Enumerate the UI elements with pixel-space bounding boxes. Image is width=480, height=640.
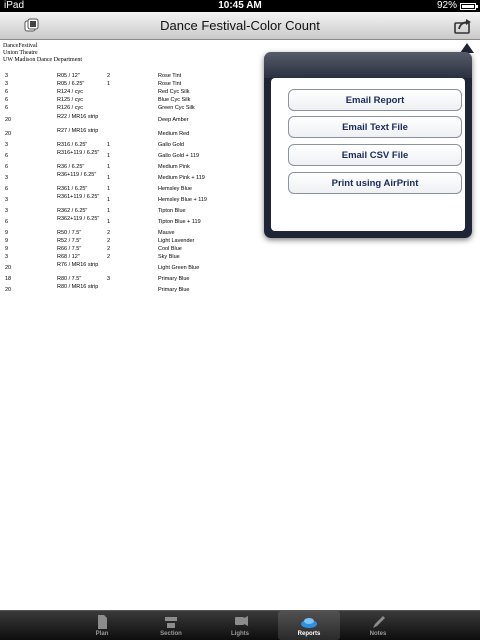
row-quantity: 6 — [5, 163, 9, 170]
share-icon[interactable] — [454, 17, 472, 34]
tab-label: Lights — [231, 631, 249, 637]
row-count: 1 — [107, 152, 111, 159]
row-quantity: 6 — [5, 185, 9, 192]
row-color-name: Primary Blue — [158, 287, 190, 294]
tab-plan[interactable] — [71, 611, 133, 640]
row-count: 2 — [107, 246, 111, 253]
row-color-name: Medium Red — [158, 130, 190, 137]
row-count: 1 — [107, 141, 111, 148]
row-quantity: 3 — [5, 174, 9, 181]
row-gel-size: R22 / MR16 strip — [57, 113, 99, 120]
share-popover — [264, 52, 472, 238]
row-quantity: 3 — [5, 141, 9, 148]
row-count: 2 — [107, 73, 111, 79]
row-count: 1 — [107, 207, 111, 214]
row-color-name: Cool Blue — [158, 246, 182, 253]
row-color-name: Hemsley Blue + 119 — [158, 196, 207, 203]
row-color-name: Blue Cyc Silk — [158, 97, 191, 104]
row-gel-size: R361 / 6.25" — [57, 185, 88, 192]
report-header-line: DanceFestival — [3, 43, 38, 49]
row-color-name: Green Cyc Silk — [158, 105, 195, 112]
row-count: 1 — [107, 174, 111, 181]
row-color-name: Light Lavender — [158, 238, 195, 244]
row-color-name: Rose Tint — [158, 73, 182, 79]
tab-lights[interactable] — [209, 611, 271, 640]
row-quantity: 9 — [5, 229, 9, 236]
row-gel-size: R36+119 / 6.25" — [57, 171, 97, 178]
row-quantity: 9 — [5, 246, 9, 253]
row-quantity: 3 — [5, 81, 9, 88]
row-gel-size: R361+119 / 6.25" — [57, 193, 100, 200]
row-color-name: Deep Amber — [158, 116, 189, 123]
tab-bar — [0, 610, 480, 640]
row-gel-size: R76 / MR16 strip — [57, 262, 99, 269]
popover-body — [271, 78, 465, 231]
battery-percent: 92% — [436, 0, 457, 11]
row-color-name: Mauve — [158, 229, 175, 236]
battery-indicator — [437, 0, 476, 12]
row-quantity: 3 — [5, 207, 9, 214]
row-color-name: Red Cyc Silk — [158, 89, 190, 96]
row-count: 1 — [107, 81, 111, 88]
row-gel-size: R80 / MR16 strip — [57, 284, 99, 291]
row-color-name: Gallo Gold + 119 — [158, 152, 200, 159]
tab-notes[interactable] — [347, 611, 409, 640]
row-gel-size: R316+119 / 6.25" — [57, 149, 100, 156]
report-header-line: Union Theatre — [3, 50, 38, 56]
row-color-name: Medium Pink + 119 — [158, 174, 205, 181]
report-header-line: UW Madison Dance Department — [3, 57, 83, 63]
tab-section[interactable] — [140, 611, 202, 640]
row-color-name: Rose Tint — [158, 81, 182, 88]
row-gel-size: R124 / cyc — [57, 89, 83, 96]
row-color-name: Sky Blue — [158, 254, 180, 261]
reports-icon — [299, 614, 319, 630]
row-quantity: 3 — [5, 73, 9, 79]
row-quantity: 3 — [5, 196, 9, 203]
carrier-label: iPad — [4, 0, 25, 11]
row-count: 2 — [107, 238, 111, 244]
row-gel-size: R316 / 6.25" — [57, 141, 88, 148]
row-count: 1 — [107, 185, 111, 192]
email-csv-file-button[interactable]: Email CSV File — [288, 144, 462, 166]
clock: 10:45 AM — [218, 0, 262, 11]
tab-label: Section — [160, 631, 182, 637]
navigation-bar — [0, 12, 480, 40]
battery-icon — [460, 3, 476, 10]
tab-label: Reports — [297, 631, 321, 637]
row-count: 1 — [107, 196, 111, 203]
row-gel-size: R52 / 7.5" — [57, 238, 82, 244]
row-gel-size: R27 / MR16 strip — [57, 127, 99, 134]
row-color-name: Gallo Gold — [158, 141, 184, 148]
row-count: 1 — [107, 218, 111, 225]
tab-reports[interactable] — [278, 611, 340, 640]
row-gel-size: R05 / 12" — [57, 73, 80, 79]
tab-label: Plan — [95, 631, 109, 637]
row-color-name: Hemsley Blue — [158, 185, 192, 192]
row-quantity: 6 — [5, 218, 9, 225]
pencil-icon — [368, 614, 388, 630]
row-color-name: Tipton Blue + 119 — [158, 218, 201, 225]
row-quantity: 3 — [5, 254, 9, 261]
row-count: 2 — [107, 229, 111, 236]
row-gel-size: R50 / 7.5" — [57, 229, 82, 236]
row-gel-size: R36 / 6.25" — [57, 163, 85, 170]
page-title: Dance Festival-Color Count — [160, 18, 320, 33]
row-quantity: 20 — [5, 130, 12, 137]
row-count: 1 — [107, 163, 111, 170]
row-gel-size: R05 / 6.25" — [57, 81, 85, 88]
tab-label: Notes — [369, 631, 387, 637]
row-quantity: 6 — [5, 97, 9, 104]
status-bar — [0, 0, 480, 12]
row-gel-size: R126 / cyc — [57, 105, 83, 112]
light-fixture-icon — [230, 614, 250, 630]
row-quantity: 6 — [5, 152, 9, 159]
row-gel-size: R125 / cyc — [57, 97, 83, 104]
email-text-file-button[interactable]: Email Text File — [288, 116, 462, 138]
row-quantity: 6 — [5, 105, 9, 112]
row-color-name: Medium Pink — [158, 163, 190, 170]
row-color-name: Light Green Blue — [158, 265, 200, 272]
row-quantity: 20 — [5, 265, 12, 272]
row-count: 2 — [107, 254, 111, 261]
row-gel-size: R362+119 / 6.25" — [57, 215, 100, 222]
row-gel-size: R80 / 7.5" — [57, 276, 82, 283]
row-quantity: 20 — [5, 287, 12, 294]
row-quantity: 18 — [5, 276, 12, 283]
email-report-button[interactable]: Email Report — [288, 89, 462, 111]
row-gel-size: R66 / 7.5" — [57, 246, 82, 253]
row-color-name: Tipton Blue — [158, 207, 186, 214]
section-icon — [161, 614, 181, 630]
print-airprint-button[interactable]: Print using AirPrint — [288, 172, 462, 194]
row-count: 3 — [107, 276, 111, 283]
document-icon — [92, 614, 112, 630]
row-quantity: 6 — [5, 89, 9, 96]
row-color-name: Primary Blue — [158, 276, 190, 283]
row-gel-size: R362 / 6.25" — [57, 207, 88, 214]
row-quantity: 20 — [5, 116, 12, 123]
row-gel-size: R68 / 12" — [57, 254, 80, 261]
popover-header — [264, 52, 472, 78]
row-quantity: 9 — [5, 238, 9, 244]
